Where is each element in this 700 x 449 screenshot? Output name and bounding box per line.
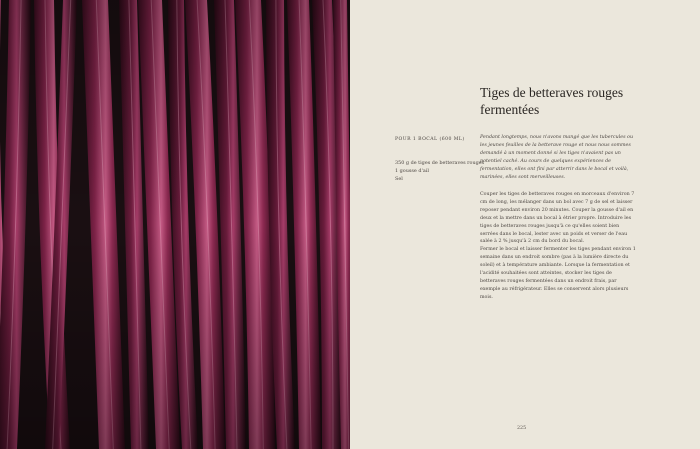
method-paragraph: Fermer le bocal et laisser fermenter les tiges pendant environ 1 semaine dans un endroit sombre (pas à la lumière directe du soleil) et à température ambiante. Lorsque la fermentation et l'acidité souhaitées sont atteintes, stocker les tiges de betteraves rouges fermentées dans un endroit frais, par exemple au réfrigérateur. Elles se conservent alors plusieurs mois. (480, 247, 636, 300)
method-paragraph: Couper les tiges de betteraves rouges en morceaux d'environ 7 cm de long, les mélanger dans un bol avec 7 g de sel et laisser reposer pendant environ 20 minutes. Couper la gousse d'ail en deux et la mettre dans un bocal à étrier propre. Introduire les tiges de betteraves rouges jusqu'à ce qu'elles soient bien serrées dans le bocal, lester avec un poids et verser de l'eau salée à 2 % jusqu'à 2 cm du bord du bocal. (480, 192, 635, 245)
ingredient-item: Sel (395, 175, 403, 182)
ingredient-item: 350 g de tiges de betteraves rouges (395, 160, 485, 166)
method-text (480, 191, 638, 302)
recipe-title: Tiges de betteraves rouges fermentées (480, 85, 624, 117)
intro-paragraph: Pendant longtemps, nous n'avons mangé que les tubercules ou les jeunes feuilles de la betterave rouge et nous nous sommes demandé à un moment donné si les tiges n'avaient pas un potentiel caché. Au cours de quelques expériences de fermentation, elles ont fini par atterrir dans le bocal et voilà, marinées, elles sont merveilleuses. (480, 135, 634, 180)
page-number: 225 (517, 426, 527, 431)
ingredient-item: 1 gousse d'ail (395, 167, 429, 174)
serves-label: POUR 1 BOCAL (600 ML) (395, 137, 465, 142)
ingredient-list (395, 160, 485, 183)
